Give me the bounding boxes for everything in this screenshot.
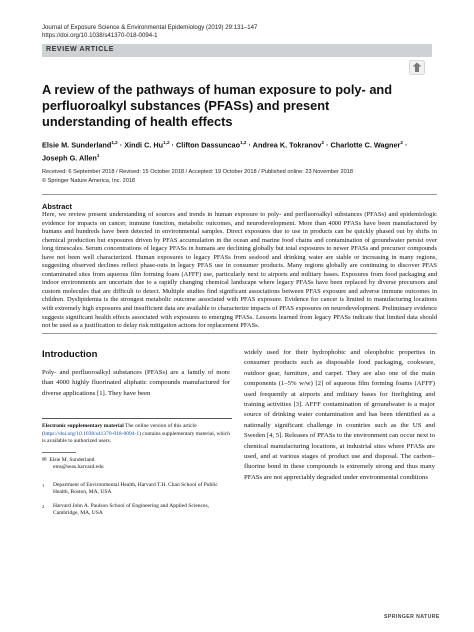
author-name[interactable]: · Clifton Dassuncao — [169, 140, 241, 150]
abstract-text: Here, we review present understanding of sources and trends in human exposure to poly- and perfluoroalkyl substances (PFASs) and epidemiologic evidence for impacts on cancer, immune function, metabolic outcomes, and neurodevelopment. More than 4000 PFASs have been manufactured by humans and hundreds have been detected in environmental samples. Direct exposures due to use in products can be quickly phased out by shifts in chemical production but exposures driven by PFAS accumulation in the ocean and marine food chains and contamination of groundwater persist over long timescales. Serum concentrations of legacy PFASs in humans are declining globally but total exposures to newer PFASs and precursor compounds have not been well characterized. Human exposures to legacy PFASs from seafood and drinking water are stable or increasing in many regions, suggesting observed declines reflect phase-outs in legacy PFAS use in consumer products. Many regions globally are continuing to discover PFAS contaminated sites from aqueous film forming foam (AFFF) use, particularly next to airports and military bases. Exposures from food packaging and indoor environments are uncertain due to a rapidly changing chemical landscape where legacy PFASs have been replaced by diverse precursors and custom molecules that are difficult to detect. Multiple studies find significant associations between PFAS exposure and adverse immune outcomes in children. Dyslipidemia is the strongest metabolic outcome associated with PFAS exposure. Evidence for cancer is limited to manufacturing locations with extremely high exposures and insufficient data are available to characterize impacts of PFAS exposures on neurodevelopment. Preliminary evidence suggests significant health effects associated with exposures to emerging PFASs. Lessons learned from legacy PFASs indicate that limited data should not be used as a justification to delay risk mitigation actions for replacement PFASs. — [42, 211, 437, 330]
introduction-right-text: widely used for their hydrophobic and oleophobic properties in consumer products such as disposable food packaging, cookware, outdoor gear, furniture, and carpet. They are also one of the main components (1–5% w/w) [2] of aqueous film forming foams (AFFF) used frequently at airports and military bases for firefighting and training activities [3]. AFFF contamination of groundwater is a major source of drinking water contamination and has been identified as a nationally significant challenge in countries such as the US and Sweden [4, 5]. Releases of PFASs to the environment can occur next to chemical manufacturing locations, at industrial sites where PFASs are used, and at various stages of product use and disposal. The carbon–fluorine bond in these compounds is extremely strong and thus many PFASs are not appreciably degraded under environmental conditions — [244, 349, 435, 481]
correspondence — [42, 457, 232, 472]
publication-dates — [42, 168, 353, 185]
footnote-divider — [42, 418, 232, 419]
abstract-heading: Abstract — [42, 202, 72, 211]
affiliation-text: Department of Environmental Health, Harvard T.H. Chan School of Public Health, Boston, MA, USA — [53, 482, 218, 496]
author-affiliation-sup: 2 — [321, 140, 325, 145]
author-affiliation-sup: 1,2 — [111, 140, 118, 145]
springer-nature-logo: SPRINGER NATURE — [384, 614, 440, 620]
doi-link[interactable]: https://doi.org/10.1038/s41370-018-0094-1 — [42, 32, 158, 39]
supplementary-link[interactable]: https://doi.org/10.1038/s41370-018-0094-1 — [43, 430, 140, 437]
author-name[interactable]: · Andrea K. Tokranov — [246, 140, 322, 150]
article-title: A review of the pathways of human exposure to poly- and perfluoroalkyl substances (PFASs) and present understanding of health effects — [42, 82, 393, 129]
introduction-heading: Introduction — [42, 349, 98, 360]
envelope-icon: ✉ — [42, 457, 47, 463]
history-dates: Received: 6 September 2018 / Revised: 15 October 2018 / Accepted: 19 October 2018 / Published online: 23 November 2018 — [42, 169, 353, 175]
journal-citation: Journal of Exposure Science & Environmental Epidemiology (2019) 29:131–147 — [42, 24, 258, 31]
author-affiliation-sup: 1,2 — [240, 140, 247, 145]
author-name[interactable]: · Xindi C. Hu — [117, 140, 164, 150]
divider — [42, 194, 437, 195]
affiliation-text: Harvard John A. Paulson School of Engineering and Applied Sciences, Cambridge, MA, USA — [53, 503, 209, 517]
author-name[interactable]: Joseph G. Allen — [42, 153, 97, 163]
supplementary-label: Electronic supplementary material — [42, 423, 124, 429]
affiliation-number: 1 — [42, 483, 45, 488]
corresponding-author: Elsie M. Sunderland — [49, 457, 95, 463]
author-affiliation-sup: 2 — [400, 140, 403, 145]
author-affiliation-sup: 1 — [96, 152, 100, 158]
article-type-label: REVIEW ARTICLE — [46, 46, 115, 53]
author-affiliation-sup: 1,2 — [163, 140, 170, 145]
footnote-rule — [42, 452, 76, 453]
author-name[interactable]: · Charlotte C. Wagner — [324, 140, 401, 150]
author-name[interactable]: Elsie M. Sunderland — [42, 140, 112, 150]
corresponding-email[interactable]: ems@seas.harvard.edu — [53, 464, 104, 471]
supplementary-note: Electronic supplementary material The online version of this article (https://doi.org/10.1038/s41370-018-0094-1) contains supplementary material, which is available to authorized users. — [42, 423, 230, 444]
author-list: Elsie M. Sunderland$^{1,2}$ · Xindi C. Hu$^{1,2}$ · Clifton Dassuncao$^{1,2}$ · Andrea K. Tokranov$^2$ · Charlotte C. Wagner$^2$ · Joseph G. Allen$^1$ — [42, 140, 408, 163]
affiliation-number: 2 — [42, 504, 45, 509]
check-for-updates-icon[interactable] — [409, 60, 425, 75]
introduction-left-text: Poly- and perfluoroalkyl substances (PFASs) are a family of more than 4000 highly fluorinated aliphatic compounds manufactured for diverse applications [1]. They have been — [42, 369, 230, 397]
divider — [42, 333, 437, 334]
article-type-banner — [42, 44, 432, 57]
copyright-line: © Springer Nature America, Inc. 2018 — [42, 177, 136, 184]
